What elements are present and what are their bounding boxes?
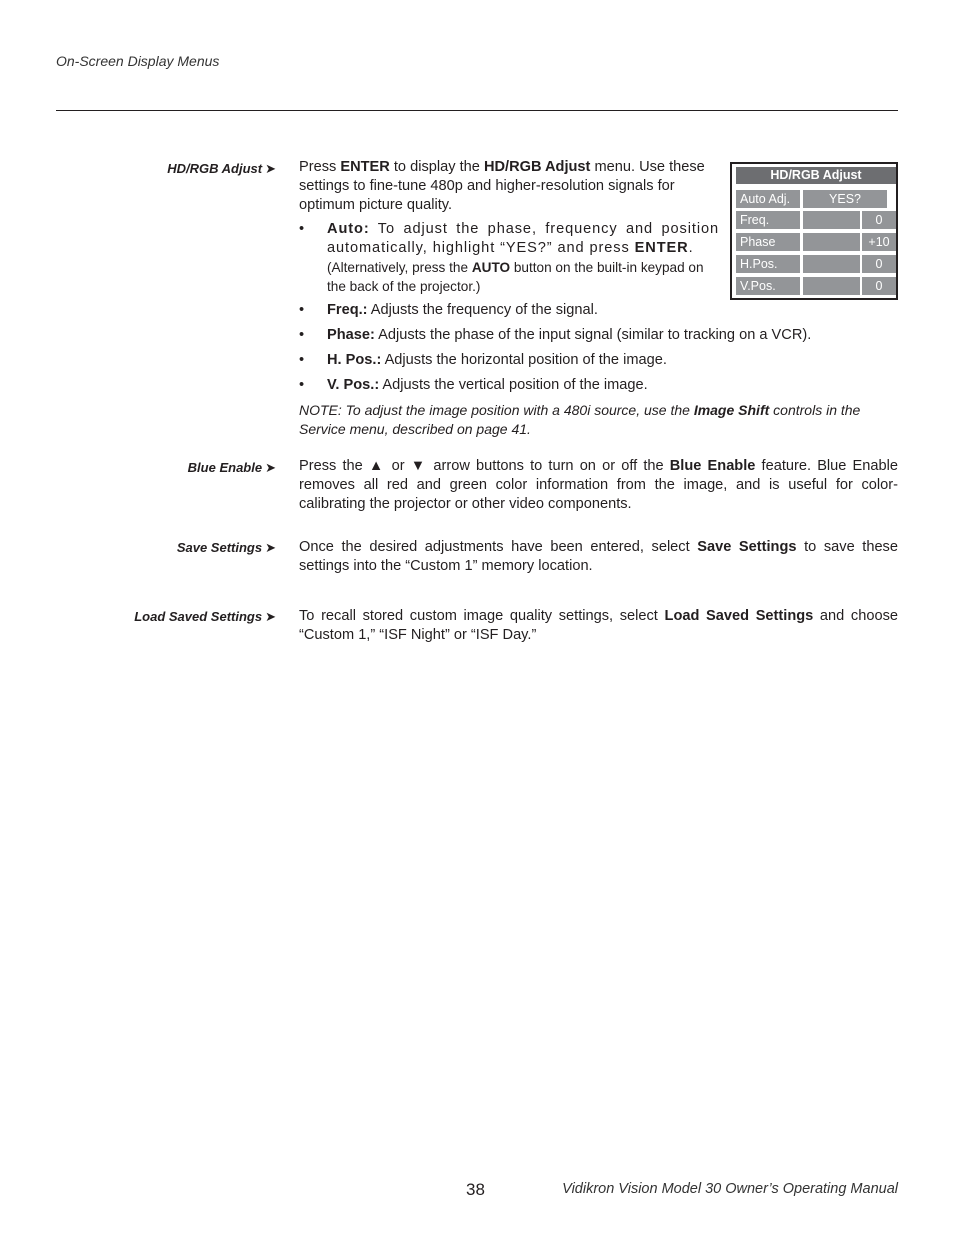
auto-paren-bold: AUTO bbox=[471, 260, 511, 275]
hd-rgb-adjust-menu bbox=[730, 162, 898, 300]
bullet-term: Freq.: bbox=[327, 302, 368, 318]
menu-row-value: 0 bbox=[862, 211, 896, 229]
note-text: NOTE: To adjust the image position with a 480i source, use the bbox=[299, 402, 694, 418]
menu-row-slider bbox=[803, 211, 860, 229]
auto-text: To adjust the phase, frequency and position automatically, highlight “YES?” and press bbox=[327, 221, 719, 256]
side-heading-save-settings bbox=[76, 540, 276, 556]
note-bold: Image Shift bbox=[693, 402, 770, 418]
manual-title: Vidikron Vision Model 30 Owner’s Operating Manual bbox=[562, 1181, 898, 1197]
bullet-desc: Adjusts the frequency of the signal. bbox=[367, 302, 598, 318]
intro-text: menu. Use these settings to fine-tune 480p and higher-resolution signals for optimum picture quality. bbox=[299, 159, 705, 213]
intro-menu-name: HD/RGB Adjust bbox=[483, 159, 591, 175]
menu-row-value: YES? bbox=[803, 190, 887, 208]
side-heading-blue-enable bbox=[76, 460, 276, 476]
menu-title: HD/RGB Adjust bbox=[736, 167, 896, 184]
bullet-auto bbox=[327, 220, 719, 296]
bullet-text bbox=[327, 326, 811, 345]
bullet-term: Phase: bbox=[327, 327, 375, 343]
auto-main-text bbox=[327, 220, 719, 258]
arrow-icon: ➤ bbox=[265, 540, 276, 555]
menu-row-slider bbox=[803, 277, 860, 295]
auto-paren: (Alternatively, press the bbox=[327, 260, 472, 275]
menu-row-value: 0 bbox=[862, 277, 896, 295]
menu-row-value: 0 bbox=[862, 255, 896, 273]
side-heading-hd-rgb-adjust bbox=[76, 161, 276, 177]
bullet-icon: • bbox=[299, 221, 305, 237]
intro-text: Press bbox=[299, 159, 341, 175]
bullet-icon: • bbox=[299, 377, 305, 393]
arrow-icon: ➤ bbox=[265, 460, 276, 475]
body-text: and choose “Custom 1,” “ISF Night” or “ISF Day.” bbox=[299, 608, 898, 643]
bullet-desc: Adjusts the phase of the input signal (similar to tracking on a VCR). bbox=[374, 327, 812, 343]
hd-rgb-intro bbox=[299, 158, 717, 215]
body-text: Press the ▲ or ▼ arrow buttons to turn on or off the bbox=[299, 458, 670, 474]
side-heading-label: HD/RGB Adjust bbox=[167, 161, 263, 176]
bullet-icon: • bbox=[299, 352, 305, 368]
bullet-text bbox=[327, 301, 598, 320]
menu-row-label: V.Pos. bbox=[736, 277, 800, 295]
body-text: feature. Blue Enable removes all red and green color information from the image, and is useful for color-calibrating the projector or other video components. bbox=[299, 458, 899, 512]
page-number: 38 bbox=[466, 1180, 485, 1199]
intro-text: to display the bbox=[389, 159, 484, 175]
bullet-text bbox=[327, 351, 667, 370]
bullet-icon: • bbox=[299, 327, 305, 343]
body-bold: Load Saved Settings bbox=[664, 608, 814, 624]
bullet-icon: • bbox=[299, 302, 305, 318]
note-text: controls in the Service menu, described on page 41. bbox=[299, 402, 861, 437]
side-heading-label: Load Saved Settings bbox=[134, 609, 263, 624]
body-text: To recall stored custom image quality settings, select bbox=[299, 608, 665, 624]
auto-paren-text bbox=[327, 258, 719, 296]
menu-row-label: Auto Adj. bbox=[736, 190, 800, 208]
body-text: to save these settings into the “Custom 1” memory location. bbox=[299, 539, 898, 574]
body-bold: Blue Enable bbox=[669, 458, 756, 474]
auto-text: . bbox=[688, 240, 694, 256]
bullet-term: V. Pos.: bbox=[327, 377, 380, 393]
running-header: On-Screen Display Menus bbox=[56, 53, 220, 69]
body-text: Once the desired adjustments have been entered, select bbox=[299, 539, 698, 555]
menu-row-slider bbox=[803, 255, 860, 273]
menu-row-label: Phase bbox=[736, 233, 800, 251]
side-heading-label: Blue Enable bbox=[187, 460, 263, 475]
arrow-icon: ➤ bbox=[265, 161, 276, 176]
menu-row-label: H.Pos. bbox=[736, 255, 800, 273]
bullet-desc: Adjusts the vertical position of the image. bbox=[379, 377, 648, 393]
body-bold: Save Settings bbox=[697, 539, 797, 555]
menu-row-value: +10 bbox=[862, 233, 896, 251]
hd-rgb-note bbox=[299, 401, 899, 439]
arrow-icon: ➤ bbox=[265, 609, 276, 624]
bullet-desc: Adjusts the horizontal position of the image. bbox=[381, 352, 667, 368]
auto-paren: button on the built-in keypad on the back of the projector.) bbox=[327, 260, 704, 294]
auto-term: Auto: bbox=[327, 221, 370, 237]
menu-row-slider bbox=[803, 233, 860, 251]
bullet-text bbox=[327, 376, 648, 395]
blue-enable-text bbox=[299, 457, 898, 514]
load-saved-settings-text bbox=[299, 607, 898, 645]
header-rule bbox=[56, 110, 898, 111]
side-heading-load-saved-settings bbox=[76, 609, 276, 625]
side-heading-label: Save Settings bbox=[176, 540, 263, 555]
save-settings-text bbox=[299, 538, 898, 576]
bullet-term: H. Pos.: bbox=[327, 352, 382, 368]
intro-enter: ENTER bbox=[340, 159, 390, 175]
menu-row-label: Freq. bbox=[736, 211, 800, 229]
auto-enter: ENTER bbox=[634, 240, 689, 256]
